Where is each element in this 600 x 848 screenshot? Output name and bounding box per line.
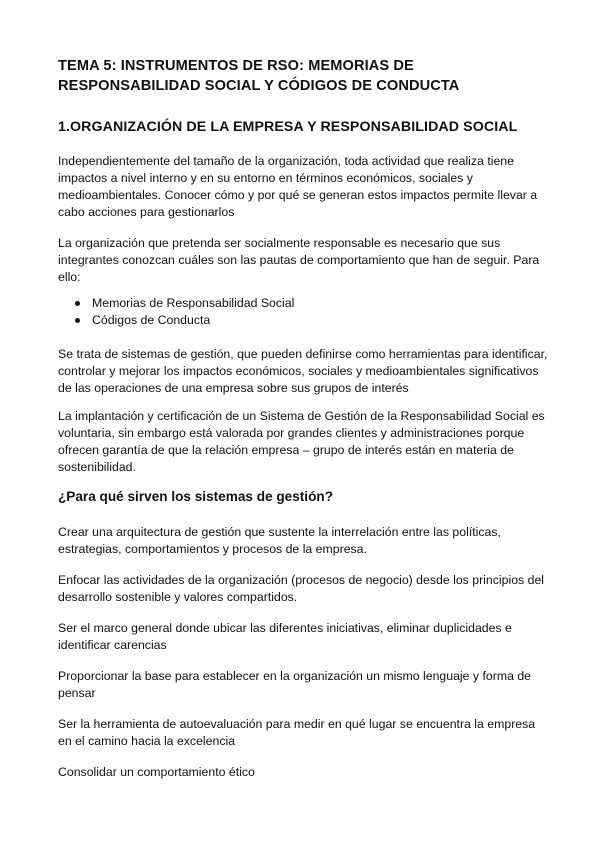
paragraph-etico: Consolidar un comportamiento ético — [58, 765, 255, 779]
list-item-text: Memorias de Responsabilidad Social — [92, 296, 295, 310]
paragraph-sistemas-gestion: Se trata de sistemas de gestión, que pueden definirse como herramientas para identificar, controlar y mejorar los impactos económicos, sociales y medioambientales significativos de las operaciones de una empresa sobre sus grupos de interés — [58, 347, 548, 395]
list-item — [58, 295, 538, 312]
paragraph-pautas: La organización que pretenda ser socialmente responsable es necesario que sus integrantes conozcan cuáles son las pautas de comportamiento que han de seguir. Para ello: — [58, 236, 540, 284]
section-heading-para-que-sirven: ¿Para qué sirven los sistemas de gestión? — [58, 489, 333, 504]
list-item-text: Códigos de Conducta — [92, 313, 211, 327]
section-heading-organizacion: 1.ORGANIZACIÓN DE LA EMPRESA Y RESPONSABILIDAD SOCIAL — [58, 119, 518, 135]
paragraph-implantacion: La implantación y certificación de un Sistema de Gestión de la Responsabilidad Social es voluntaria, sin embargo está valorada por grandes clientes y administraciones porque ofrecen garantía de que la relación empresa – grupo de interés están en materia de sostenibilidad. — [58, 409, 545, 474]
paragraph-lenguaje: Proporcionar la base para establecer en la organización un mismo lenguaje y forma de pensar — [58, 669, 532, 700]
bullet-icon — [75, 318, 80, 323]
instrumentos-list — [58, 295, 538, 329]
paragraph-impactos: Independientemente del tamaño de la organización, toda actividad que realiza tiene impactos a nivel interno y en su entorno en términos económicos, sociales y medioambientales. Conocer cómo y por qué se generan estos impactos permite llevar a cabo acciones para gestionarlos — [58, 154, 538, 219]
bullet-icon — [75, 301, 80, 306]
paragraph-autoevaluacion: Ser la herramienta de autoevaluación para medir en qué lugar se encuentra la empresa en el camino hacia la excelencia — [58, 717, 536, 748]
paragraph-marco-general: Ser el marco general donde ubicar las diferentes iniciativas, eliminar duplicidades e identificar carencias — [58, 621, 512, 652]
paragraph-arquitectura: Crear una arquitectura de gestión que sustente la interrelación entre las políticas, estrategias, comportamientos y procesos de la empresa. — [58, 525, 501, 556]
list-item — [58, 312, 538, 329]
paragraph-enfocar: Enfocar las actividades de la organización (procesos de negocio) desde los principios del desarrollo sostenible y valores compartidos. — [58, 573, 545, 604]
document-title: TEMA 5: INSTRUMENTOS DE RSO: MEMORIAS DE RESPONSABILIDAD SOCIAL Y CÓDIGOS DE CONDUCTA — [58, 58, 460, 94]
